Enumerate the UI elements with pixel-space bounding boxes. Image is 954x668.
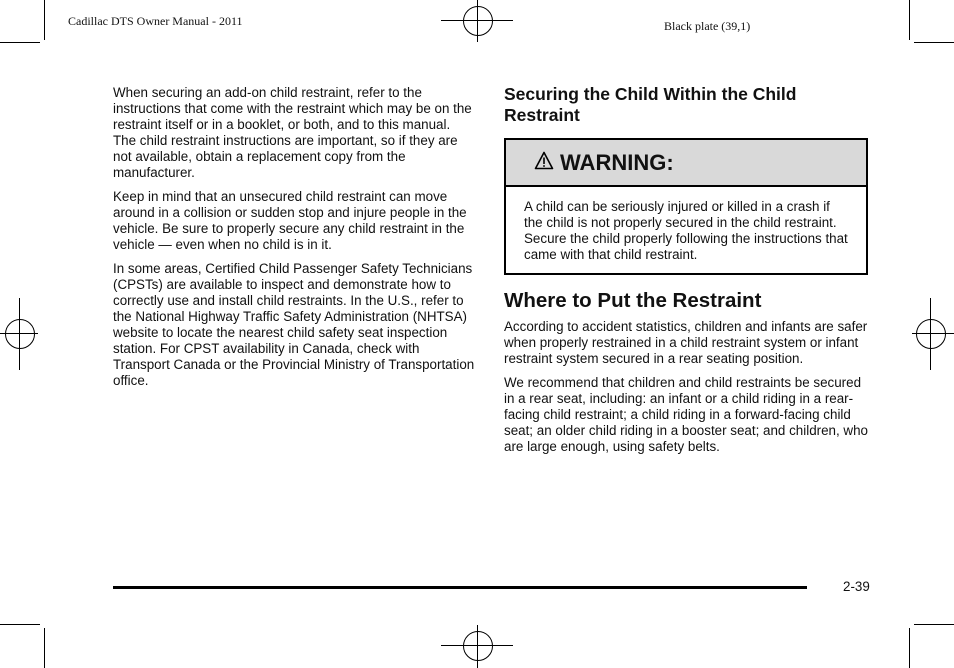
page-number: 2-39 [843,579,870,594]
crop-mark [44,628,45,668]
crop-mark [44,0,45,40]
paragraph: When securing an add-on child restraint, refer to the instructions that come with the restraint which may be on the restraint itself or in a booklet, or both, and to this manual. The child restraint instructions are important, so if they are not available, obtain a replacement copy from the manufacturer. [113,85,472,180]
footer-rule [113,586,807,589]
paragraph: We recommend that children and child restraints be secured in a rear seat, including: an infant or a child riding in a rear-facing child restraint; a child riding in a forward-facing child seat; an older child riding in a booster seat; and children, who are large enough, using safety belts. [504,375,868,454]
paragraph: According to accident statistics, children and infants are safer when properly restrained in a child restraint system or infant restraint system secured in a rear seating position. [504,319,868,366]
crop-mark [0,42,40,43]
warning-header [506,140,866,187]
left-column [113,85,475,397]
subheading: Securing the Child Within the Child Restraint [504,84,797,125]
warning-title: WARNING: [560,149,674,175]
plate-label: Black plate (39,1) [664,19,751,33]
warning-triangle-icon [534,151,554,174]
crop-mark [914,42,954,43]
warning-box [504,138,868,275]
paragraph: Keep in mind that an unsecured child restraint can move around in a collision or sudden stop and injure people in the vehicle. Be sure to properly secure any child restraint in the vehicle — even when no child is in it. [113,189,467,252]
crop-mark [0,624,40,625]
crop-mark [909,628,910,668]
section-heading: Where to Put the Restraint [504,289,762,312]
right-column [504,84,868,463]
paragraph: In some areas, Certified Child Passenger Safety Technicians (CPSTs) are available to inspect and demonstrate how to correctly use and install child restraints. In the U.S., refer to the National Highway Traffic Safety Administration (NHTSA) website to locate the nearest child safety seat inspection station. For CPST availability in Canada, check with Transport Canada or the Provincial Ministry of Transportation office. [113,261,475,388]
manual-title: Cadillac DTS Owner Manual - 2011 [68,14,243,28]
crop-mark [914,624,954,625]
crop-mark [909,0,910,40]
warning-text: A child can be seriously injured or killed in a crash if the child is not properly secured in the child restraint. Secure the child properly following the instructions that came with that child restraint. [524,199,848,262]
